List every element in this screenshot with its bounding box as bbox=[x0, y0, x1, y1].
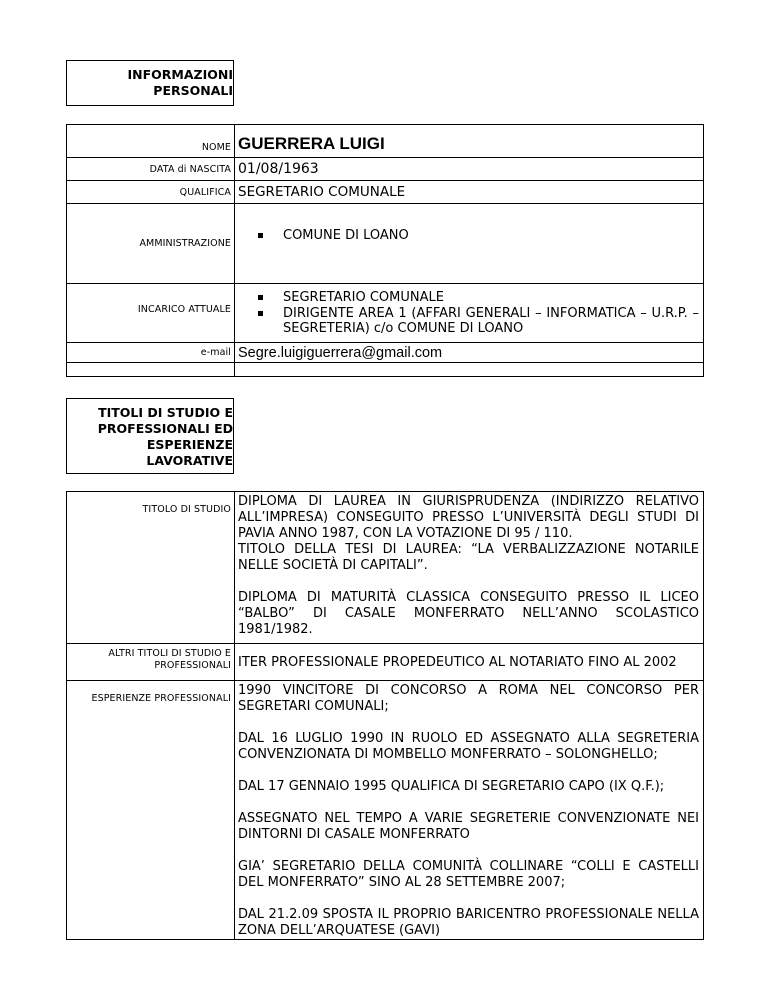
email-label: e-mail bbox=[67, 343, 235, 363]
amministrazione-item: COMUNE DI LOANO bbox=[238, 228, 699, 244]
esperienze-paragraph: DAL 21.2.09 SPOSTA IL PROPRIO BARICENTRO PROFESSIONALE NELLA ZONA DELL’ARQUATESE (GAVI) bbox=[238, 907, 699, 938]
esperienze-paragraph: GIA’ SEGRETARIO DELLA COMUNITÀ COLLINARE “COLLI E CASTELLI DEL MONFERRATO” SINO AL 28 SETTEMBRE 2007; bbox=[238, 859, 699, 890]
incarico-label: INCARICO ATTUALE bbox=[67, 284, 235, 343]
qualifica-label: QUALIFICA bbox=[67, 181, 235, 204]
titolo-label: TITOLO DI STUDIO bbox=[67, 492, 235, 644]
section-title-line: ESPERIENZE bbox=[146, 437, 233, 452]
row-esperienze bbox=[67, 681, 704, 940]
studies-table bbox=[66, 491, 704, 940]
esperienze-label: ESPERIENZE PROFESSIONALI bbox=[67, 681, 235, 940]
personal-info-table bbox=[66, 124, 704, 377]
incarico-list bbox=[238, 290, 699, 337]
qualifica-value: SEGRETARIO COMUNALE bbox=[235, 181, 704, 204]
titolo-paragraph: DIPLOMA DI LAUREA IN GIURISPRUDENZA (INDIRIZZO RELATIVO ALL’IMPRESA) CONSEGUITO PRESSO L’UNIVERSITÀ DEGLI STUDI DI PAVIA ANNO 1987, CON LA VOTAZIONE DI 95 / 110. bbox=[238, 494, 699, 541]
esperienze-paragraph: DAL 16 LUGLIO 1990 IN RUOLO ED ASSEGNATO ALLA SEGRETERIA CONVENZIONATA DI MOMBELLO MONFERRATO – SOLONGHELLO; bbox=[238, 731, 699, 762]
section-title-line: TITOLI DI STUDIO E bbox=[98, 405, 233, 420]
section-title-studies bbox=[66, 398, 234, 474]
amministrazione-label: AMMINISTRAZIONE bbox=[67, 204, 235, 284]
nascita-label: DATA di NASCITA bbox=[67, 158, 235, 181]
incarico-item: DIRIGENTE AREA 1 (AFFARI GENERALI – INFORMATICA – U.R.P. – SEGRETERIA) c/o COMUNE DI LOANO bbox=[238, 306, 699, 337]
esperienze-paragraph: ASSEGNATO NEL TEMPO A VARIE SEGRETERIE CONVENZIONATE NEI DINTORNI DI CASALE MONFERRATO bbox=[238, 811, 699, 842]
nascita-value: 01/08/1963 bbox=[235, 158, 704, 181]
altri-value: ITER PROFESSIONALE PROPEDEUTICO AL NOTARIATO FINO AL 2002 bbox=[235, 644, 704, 681]
row-altri-titoli bbox=[67, 644, 704, 681]
row-email bbox=[67, 343, 704, 363]
row-titolo bbox=[67, 492, 704, 644]
esperienze-paragraph: DAL 17 GENNAIO 1995 QUALIFICA DI SEGRETARIO CAPO (IX Q.F.); bbox=[238, 779, 665, 794]
section-title-line: INFORMAZIONI bbox=[127, 67, 233, 82]
row-empty bbox=[67, 363, 704, 377]
email-value: Segre.luigiguerrera@gmail.com bbox=[235, 343, 704, 363]
section-title-line: PROFESSIONALI ED bbox=[97, 421, 233, 436]
nome-value: GUERRERA LUIGI bbox=[235, 125, 704, 158]
section-title-line: LAVORATIVE bbox=[146, 453, 233, 468]
row-qualifica bbox=[67, 181, 704, 204]
esperienze-paragraph: 1990 VINCITORE DI CONCORSO A ROMA NEL CONCORSO PER SEGRETARI COMUNALI; bbox=[238, 683, 699, 714]
nome-label: NOME bbox=[67, 125, 235, 158]
titolo-paragraph: TITOLO DELLA TESI DI LAUREA: “LA VERBALIZZAZIONE NOTARILE NELLE SOCIETÀ DI CAPITALI”. bbox=[238, 542, 699, 573]
section-title-line: PERSONALI bbox=[153, 83, 233, 98]
row-incarico bbox=[67, 284, 704, 343]
titolo-paragraph: DIPLOMA DI MATURITÀ CLASSICA CONSEGUITO PRESSO IL LICEO “BALBO” DI CASALE MONFERRATO NELL’ANNO SCOLASTICO 1981/1982. bbox=[238, 590, 699, 637]
incarico-item: SEGRETARIO COMUNALE bbox=[238, 290, 699, 306]
row-nascita bbox=[67, 158, 704, 181]
altri-label-line: PROFESSIONALI bbox=[154, 660, 231, 671]
altri-label-line: ALTRI TITOLI DI STUDIO E bbox=[108, 648, 231, 659]
amministrazione-list bbox=[238, 228, 699, 244]
section-title-personal bbox=[66, 60, 234, 106]
row-nome bbox=[67, 125, 704, 158]
row-amministrazione bbox=[67, 204, 704, 284]
